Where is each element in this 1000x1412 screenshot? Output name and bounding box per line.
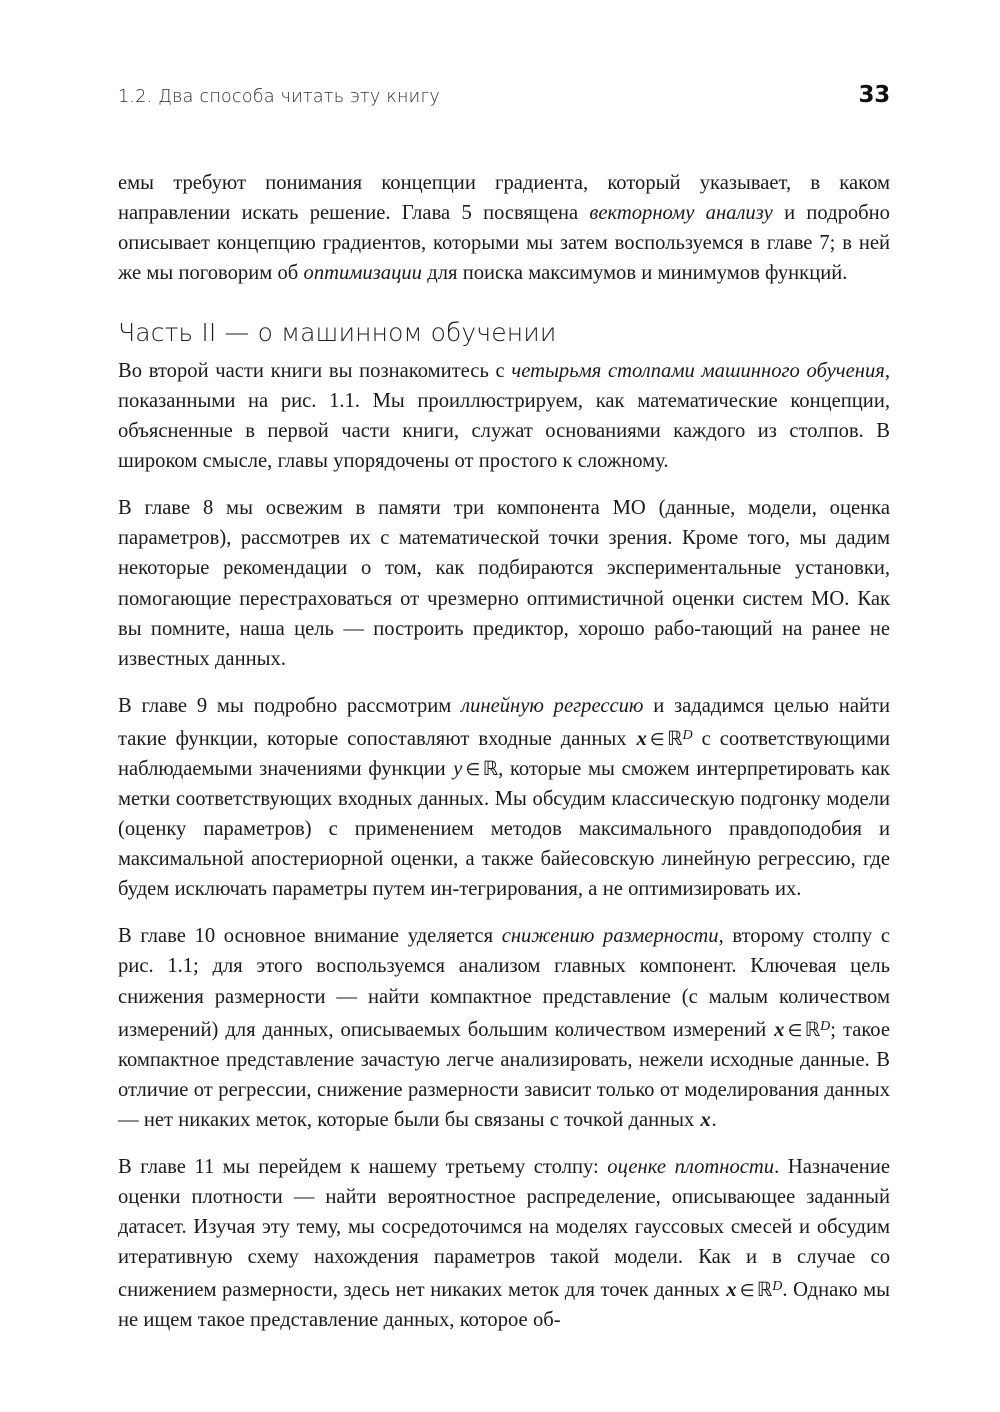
math-exponent-d: D xyxy=(682,727,693,743)
paragraph-text-run: В главе 10 основное внимание уделяется xyxy=(118,925,502,948)
math-exponent-d: D xyxy=(772,1279,783,1295)
math-set-reals: ℝ xyxy=(666,726,683,750)
paragraph-chapter8-ml-components xyxy=(118,493,890,674)
math-variable-x: x xyxy=(774,1018,785,1041)
paragraph-text-run: ; такое компактное представление зачастую легче анализировать, нежели исходные данные. В отличие от регрессии, снижение размерности зависит только от моделирования данных — нет никаких меток, которые были бы связаны с точкой данных xyxy=(118,1018,891,1131)
page-number: 33 xyxy=(858,82,890,108)
emphasis-four-pillars: четырьмя столпами машинного обучения xyxy=(511,359,885,382)
paragraph-text-run: для поиска максимумов и минимумов функций. xyxy=(421,262,848,285)
paragraph-text-run: и подробно описывает концепцию градиентов, которыми мы затем воспользуемся в главе 7; в ней же мы поговорим об xyxy=(118,202,890,285)
paragraph-text-run: В главе 9 мы подробно рассмотрим xyxy=(118,694,462,717)
paragraph-text-run: В главе 11 мы перейдем к нашему третьему столпу: xyxy=(118,1155,608,1178)
math-expression-x-in-rd xyxy=(636,728,693,750)
paragraph-text-run: В главе 8 мы освежим в памяти три компонента МО (данные, модели, оценка параметров), рассмотрев их с математической точки зрения. Кроме того, мы дадим некоторые рекомендации о том, как подбираются экспериментальные установки, помогающие перестраховаться от чрезмерно оптимистичной оценки систем МО. Как вы помните, наша цель — построить предиктор, хорошо рабо-тающий на ранее не известных данных. xyxy=(118,497,890,670)
math-set-reals: ℝ xyxy=(756,1278,773,1302)
math-relation-element-of: ∈ xyxy=(739,1280,755,1301)
paragraph-text-run: емы требуют понимания концепции градиента, который указывает, в каком направлении искать решение. Глава 5 посвящена xyxy=(118,172,890,225)
paragraph-text-run: . xyxy=(711,1108,717,1131)
emphasis-dimensionality-reduction: снижению размерности xyxy=(501,925,719,948)
emphasis-density-estimation: оценке плотности xyxy=(607,1155,775,1178)
paragraph-text-run: Во второй части книги вы познакомитесь с xyxy=(118,359,512,382)
math-variable-x: x xyxy=(700,1108,711,1131)
paragraph-text-run: . Назначение оценки плотности — найти вероятностное распределение, описывающее заданный датасет. Изучая эту тему, мы сосредоточимся на моделях гауссовых смесей и обсудим итеративную схему нахождения параметров такой модели. Как и в случае со снижением размерности, здесь нет никаких меток для точек данных xyxy=(118,1155,890,1302)
math-set-reals: ℝ xyxy=(804,1017,821,1041)
math-variable-x: x xyxy=(726,1279,737,1302)
math-relation-element-of: ∈ xyxy=(465,758,481,779)
running-header xyxy=(118,82,890,116)
paragraph-chapter10-dimensionality-reduction xyxy=(118,921,890,1135)
section-heading-part-two: Часть II — о машинном обучении xyxy=(118,318,557,348)
math-expression-x-in-rd xyxy=(773,1019,830,1041)
paragraph-gradient-chapter5 xyxy=(118,168,890,288)
paragraph-text-run: . Однако мы не ищем такое представление данных, которое об- xyxy=(118,1279,891,1332)
math-variable-x: x xyxy=(636,727,647,750)
math-variable-y: y xyxy=(453,757,463,780)
math-expression-x-in-rd xyxy=(725,1279,782,1301)
paragraph-text-run: с соответствующими наблюдаемыми значениями функции xyxy=(118,727,890,780)
paragraph-text-run: , которые мы сможем интерпретировать как метки соответствующих входных данных. Мы обсудим классическую подгонку модели (оценку параметров) с применением методов максимального правдоподобия и максимальной апостериорной оценки, а также байесовскую линейную регрессию, где будем исключать параметры путем ин-тегрирования, а не оптимизировать их. xyxy=(118,757,890,901)
math-expression-y-in-r xyxy=(452,758,498,780)
emphasis-optimization: оптимизации xyxy=(303,262,422,285)
running-header-title: 1.2. Два способа читать эту книгу xyxy=(118,87,440,107)
math-exponent-d: D xyxy=(820,1018,831,1034)
paragraph-text-run: и зададимся целью найти такие функции, которые сопоставляют входные данных xyxy=(118,694,891,750)
emphasis-linear-regression: линейную регрессию xyxy=(461,694,644,717)
paragraph-text-run: , показанными на рис. 1.1. Мы проиллюстрируем, как математические концепции, объясненные в первой части книги, служат основаниями каждого из столпов. В широком смысле, главы упорядочены от простого к сложному. xyxy=(118,359,891,473)
paragraph-four-pillars xyxy=(118,356,890,476)
math-set-reals: ℝ xyxy=(482,756,499,780)
paragraph-chapter11-density-estimation xyxy=(118,1152,890,1335)
paragraph-text-run: , второму столпу с рис. 1.1; для этого воспользуемся анализом главных компонент. Ключевая цель снижения размерности — найти компактное представление (с малым количеством измерений) для данных, описываемых большим количеством измерений xyxy=(118,925,890,1041)
body-text-column xyxy=(118,168,890,1335)
paragraph-chapter9-linear-regression xyxy=(118,691,890,905)
emphasis-vector-analysis: векторному анализу xyxy=(589,202,773,225)
math-relation-element-of: ∈ xyxy=(787,1019,803,1040)
math-relation-element-of: ∈ xyxy=(649,728,665,749)
